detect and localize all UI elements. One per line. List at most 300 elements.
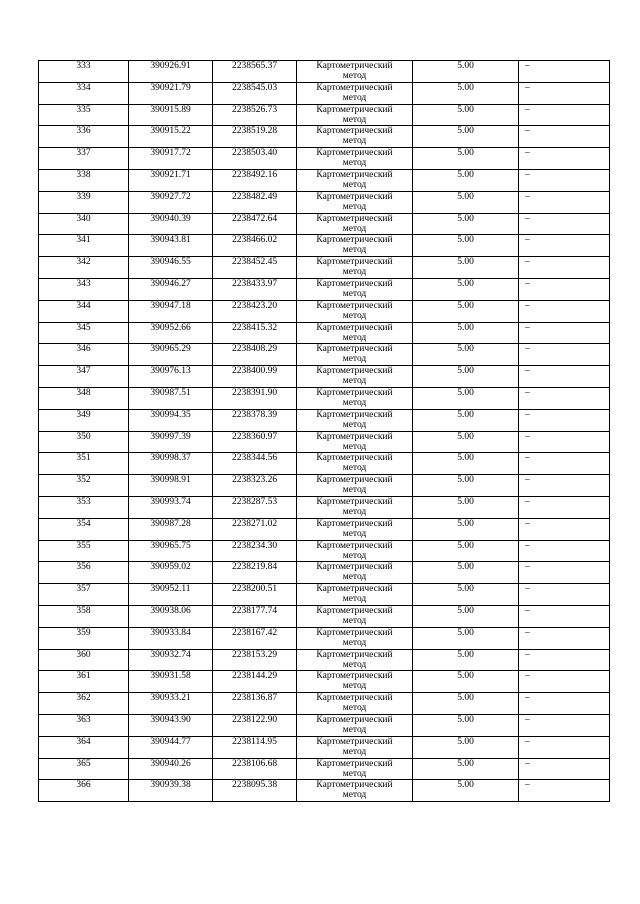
table-row [39, 148, 610, 170]
y-coordinate-cell: 2238153.29 [213, 649, 297, 671]
precision-cell: 5.00 [413, 213, 519, 235]
point-number-cell: 362 [39, 693, 129, 715]
table-row [39, 82, 610, 104]
method-line-1: Картометрический [316, 693, 393, 704]
method-cell [297, 322, 413, 344]
precision-cell: 5.00 [413, 475, 519, 497]
table-row [39, 649, 610, 671]
x-coordinate-cell: 390943.90 [129, 714, 213, 736]
point-number-cell: 343 [39, 278, 129, 300]
precision-cell: 5.00 [413, 366, 519, 388]
x-coordinate-cell: 390998.37 [129, 453, 213, 475]
method-cell [297, 714, 413, 736]
method-line-1: Картометрический [316, 627, 393, 638]
y-coordinate-cell: 2238360.97 [213, 431, 297, 453]
point-number-cell: 359 [39, 627, 129, 649]
x-coordinate-cell: 390994.35 [129, 409, 213, 431]
description-cell: – [519, 693, 610, 715]
method-line-2: метод [342, 267, 367, 278]
point-number-cell: 340 [39, 213, 129, 235]
table-row [39, 736, 610, 758]
table-row [39, 104, 610, 126]
precision-cell: 5.00 [413, 693, 519, 715]
point-number-cell: 339 [39, 191, 129, 213]
method-line-1: Картометрический [316, 584, 393, 595]
method-cell [297, 169, 413, 191]
table-row [39, 257, 610, 279]
description-cell: – [519, 475, 610, 497]
point-number-cell: 341 [39, 235, 129, 257]
description-cell: – [519, 518, 610, 540]
method-line-1: Картометрический [316, 126, 393, 137]
method-line-2: метод [342, 245, 367, 256]
x-coordinate-cell: 390965.29 [129, 344, 213, 366]
precision-cell: 5.00 [413, 61, 519, 83]
description-cell: – [519, 148, 610, 170]
method-line-1: Картометрический [316, 736, 393, 747]
table-row [39, 278, 610, 300]
x-coordinate-cell: 390976.13 [129, 366, 213, 388]
description-cell: – [519, 126, 610, 148]
method-line-2: метод [342, 288, 367, 299]
method-cell [297, 257, 413, 279]
x-coordinate-cell: 390940.26 [129, 758, 213, 780]
y-coordinate-cell: 2238423.20 [213, 300, 297, 322]
precision-cell: 5.00 [413, 126, 519, 148]
x-coordinate-cell: 390933.84 [129, 627, 213, 649]
method-line-1: Картометрический [316, 780, 393, 791]
description-cell: – [519, 387, 610, 409]
y-coordinate-cell: 2238136.87 [213, 693, 297, 715]
x-coordinate-cell: 390939.38 [129, 780, 213, 802]
point-number-cell: 349 [39, 409, 129, 431]
point-number-cell: 334 [39, 82, 129, 104]
y-coordinate-cell: 2238219.84 [213, 562, 297, 584]
method-line-1: Картометрический [316, 61, 393, 71]
point-number-cell: 348 [39, 387, 129, 409]
precision-cell: 5.00 [413, 235, 519, 257]
method-line-1: Картометрический [316, 758, 393, 769]
table-row [39, 714, 610, 736]
table-row [39, 344, 610, 366]
precision-cell: 5.00 [413, 148, 519, 170]
table-row [39, 191, 610, 213]
method-line-1: Картометрический [316, 300, 393, 311]
x-coordinate-cell: 390940.39 [129, 213, 213, 235]
point-number-cell: 333 [39, 61, 129, 83]
precision-cell: 5.00 [413, 649, 519, 671]
description-cell: – [519, 322, 610, 344]
table-row [39, 300, 610, 322]
method-line-2: метод [342, 572, 367, 583]
description-cell: – [519, 453, 610, 475]
method-cell [297, 518, 413, 540]
table-row [39, 126, 610, 148]
y-coordinate-cell: 2238472.64 [213, 213, 297, 235]
method-line-1: Картометрический [316, 649, 393, 660]
method-cell [297, 431, 413, 453]
y-coordinate-cell: 2238452.45 [213, 257, 297, 279]
table-row [39, 627, 610, 649]
precision-cell: 5.00 [413, 169, 519, 191]
description-cell: – [519, 496, 610, 518]
method-line-1: Картометрический [316, 278, 393, 289]
table-row [39, 758, 610, 780]
x-coordinate-cell: 390933.21 [129, 693, 213, 715]
method-line-2: метод [342, 179, 367, 190]
method-cell [297, 605, 413, 627]
precision-cell: 5.00 [413, 758, 519, 780]
description-cell: – [519, 562, 610, 584]
method-cell [297, 562, 413, 584]
precision-cell: 5.00 [413, 540, 519, 562]
method-line-1: Картометрический [316, 169, 393, 180]
method-line-2: метод [342, 310, 367, 321]
point-number-cell: 358 [39, 605, 129, 627]
method-line-2: метод [342, 637, 367, 648]
description-cell: – [519, 191, 610, 213]
description-cell: – [519, 366, 610, 388]
table-row [39, 431, 610, 453]
method-line-1: Картометрический [316, 605, 393, 616]
x-coordinate-cell: 390987.28 [129, 518, 213, 540]
method-line-2: метод [342, 71, 367, 81]
method-line-2: метод [342, 790, 367, 801]
table-row [39, 671, 610, 693]
y-coordinate-cell: 2238095.38 [213, 780, 297, 802]
method-cell [297, 409, 413, 431]
method-line-2: метод [342, 724, 367, 735]
table-row [39, 496, 610, 518]
x-coordinate-cell: 390921.79 [129, 82, 213, 104]
x-coordinate-cell: 390946.55 [129, 257, 213, 279]
precision-cell: 5.00 [413, 409, 519, 431]
method-line-2: метод [342, 397, 367, 408]
method-cell [297, 780, 413, 802]
description-cell: – [519, 169, 610, 191]
precision-cell: 5.00 [413, 736, 519, 758]
point-number-cell: 347 [39, 366, 129, 388]
x-coordinate-cell: 390915.22 [129, 126, 213, 148]
description-cell: – [519, 257, 610, 279]
precision-cell: 5.00 [413, 431, 519, 453]
point-number-cell: 363 [39, 714, 129, 736]
precision-cell: 5.00 [413, 562, 519, 584]
point-number-cell: 344 [39, 300, 129, 322]
x-coordinate-cell: 390952.66 [129, 322, 213, 344]
method-cell [297, 475, 413, 497]
y-coordinate-cell: 2238114.95 [213, 736, 297, 758]
table-row [39, 584, 610, 606]
point-number-cell: 351 [39, 453, 129, 475]
method-line-1: Картометрический [316, 431, 393, 442]
method-cell [297, 387, 413, 409]
method-cell [297, 540, 413, 562]
y-coordinate-cell: 2238466.02 [213, 235, 297, 257]
point-number-cell: 342 [39, 257, 129, 279]
method-line-2: метод [342, 594, 367, 605]
x-coordinate-cell: 390915.89 [129, 104, 213, 126]
table-row [39, 693, 610, 715]
method-line-2: метод [342, 354, 367, 365]
precision-cell: 5.00 [413, 104, 519, 126]
precision-cell: 5.00 [413, 82, 519, 104]
method-line-1: Картометрический [316, 387, 393, 398]
method-line-1: Картометрический [316, 714, 393, 725]
method-line-2: метод [342, 463, 367, 474]
method-line-1: Картометрический [316, 366, 393, 377]
precision-cell: 5.00 [413, 627, 519, 649]
coordinates-table [38, 60, 610, 802]
description-cell: – [519, 213, 610, 235]
method-line-2: метод [342, 550, 367, 561]
method-line-1: Картометрический [316, 213, 393, 224]
description-cell: – [519, 714, 610, 736]
method-cell [297, 736, 413, 758]
point-number-cell: 365 [39, 758, 129, 780]
description-cell: – [519, 584, 610, 606]
method-line-2: метод [342, 332, 367, 343]
x-coordinate-cell: 390931.58 [129, 671, 213, 693]
method-cell [297, 496, 413, 518]
precision-cell: 5.00 [413, 344, 519, 366]
y-coordinate-cell: 2238415.32 [213, 322, 297, 344]
precision-cell: 5.00 [413, 387, 519, 409]
description-cell: – [519, 409, 610, 431]
method-line-1: Картометрический [316, 148, 393, 159]
precision-cell: 5.00 [413, 322, 519, 344]
method-cell [297, 61, 413, 83]
method-line-2: метод [342, 201, 367, 212]
precision-cell: 5.00 [413, 605, 519, 627]
x-coordinate-cell: 390959.02 [129, 562, 213, 584]
method-line-1: Картометрический [316, 257, 393, 268]
method-cell [297, 278, 413, 300]
method-cell [297, 191, 413, 213]
precision-cell: 5.00 [413, 496, 519, 518]
table-row [39, 605, 610, 627]
method-cell [297, 627, 413, 649]
description-cell: – [519, 758, 610, 780]
method-line-2: метод [342, 223, 367, 234]
table-row [39, 780, 610, 802]
y-coordinate-cell: 2238400.99 [213, 366, 297, 388]
method-cell [297, 366, 413, 388]
method-line-2: метод [342, 768, 367, 779]
point-number-cell: 350 [39, 431, 129, 453]
precision-cell: 5.00 [413, 671, 519, 693]
point-number-cell: 338 [39, 169, 129, 191]
description-cell: – [519, 649, 610, 671]
description-cell: – [519, 61, 610, 83]
method-cell [297, 235, 413, 257]
method-cell [297, 104, 413, 126]
method-line-2: метод [342, 376, 367, 387]
precision-cell: 5.00 [413, 780, 519, 802]
method-line-1: Картометрический [316, 518, 393, 529]
y-coordinate-cell: 2238433.97 [213, 278, 297, 300]
x-coordinate-cell: 390993.74 [129, 496, 213, 518]
description-cell: – [519, 82, 610, 104]
y-coordinate-cell: 2238287.53 [213, 496, 297, 518]
coordinates-table-body [39, 61, 610, 802]
point-number-cell: 354 [39, 518, 129, 540]
method-line-1: Картометрический [316, 235, 393, 246]
method-line-1: Картометрический [316, 475, 393, 486]
table-row [39, 387, 610, 409]
description-cell: – [519, 278, 610, 300]
y-coordinate-cell: 2238482.49 [213, 191, 297, 213]
x-coordinate-cell: 390946.27 [129, 278, 213, 300]
x-coordinate-cell: 390917.72 [129, 148, 213, 170]
point-number-cell: 352 [39, 475, 129, 497]
method-line-2: метод [342, 158, 367, 169]
description-cell: – [519, 671, 610, 693]
y-coordinate-cell: 2238122.90 [213, 714, 297, 736]
point-number-cell: 355 [39, 540, 129, 562]
point-number-cell: 336 [39, 126, 129, 148]
precision-cell: 5.00 [413, 257, 519, 279]
point-number-cell: 353 [39, 496, 129, 518]
precision-cell: 5.00 [413, 278, 519, 300]
description-cell: – [519, 780, 610, 802]
y-coordinate-cell: 2238200.51 [213, 584, 297, 606]
table-row [39, 213, 610, 235]
precision-cell: 5.00 [413, 714, 519, 736]
y-coordinate-cell: 2238526.73 [213, 104, 297, 126]
x-coordinate-cell: 390927.72 [129, 191, 213, 213]
method-line-1: Картометрический [316, 104, 393, 115]
precision-cell: 5.00 [413, 191, 519, 213]
method-line-1: Картометрический [316, 409, 393, 420]
method-line-2: метод [342, 681, 367, 692]
method-line-2: метод [342, 114, 367, 125]
point-number-cell: 345 [39, 322, 129, 344]
method-line-2: метод [342, 659, 367, 670]
x-coordinate-cell: 390987.51 [129, 387, 213, 409]
x-coordinate-cell: 390938.06 [129, 605, 213, 627]
y-coordinate-cell: 2238144.29 [213, 671, 297, 693]
y-coordinate-cell: 2238565.37 [213, 61, 297, 83]
method-line-2: метод [342, 419, 367, 430]
y-coordinate-cell: 2238378.39 [213, 409, 297, 431]
x-coordinate-cell: 390944.77 [129, 736, 213, 758]
y-coordinate-cell: 2238545.03 [213, 82, 297, 104]
table-row [39, 61, 610, 83]
point-number-cell: 366 [39, 780, 129, 802]
y-coordinate-cell: 2238177.74 [213, 605, 297, 627]
point-number-cell: 356 [39, 562, 129, 584]
point-number-cell: 361 [39, 671, 129, 693]
method-line-2: метод [342, 506, 367, 517]
x-coordinate-cell: 390965.75 [129, 540, 213, 562]
method-cell [297, 344, 413, 366]
method-line-1: Картометрический [316, 496, 393, 507]
precision-cell: 5.00 [413, 518, 519, 540]
method-cell [297, 300, 413, 322]
method-line-2: метод [342, 703, 367, 714]
description-cell: – [519, 344, 610, 366]
method-line-1: Картометрический [316, 344, 393, 355]
method-line-2: метод [342, 441, 367, 452]
method-cell [297, 126, 413, 148]
description-cell: – [519, 627, 610, 649]
point-number-cell: 335 [39, 104, 129, 126]
method-cell [297, 649, 413, 671]
x-coordinate-cell: 390998.91 [129, 475, 213, 497]
method-line-1: Картометрический [316, 191, 393, 202]
point-number-cell: 357 [39, 584, 129, 606]
description-cell: – [519, 736, 610, 758]
description-cell: – [519, 431, 610, 453]
table-row [39, 366, 610, 388]
description-cell: – [519, 104, 610, 126]
x-coordinate-cell: 390947.18 [129, 300, 213, 322]
method-cell [297, 213, 413, 235]
method-line-2: метод [342, 615, 367, 626]
table-row [39, 409, 610, 431]
method-cell [297, 758, 413, 780]
table-row [39, 540, 610, 562]
point-number-cell: 364 [39, 736, 129, 758]
y-coordinate-cell: 2238167.42 [213, 627, 297, 649]
x-coordinate-cell: 390952.11 [129, 584, 213, 606]
table-row [39, 235, 610, 257]
y-coordinate-cell: 2238391.90 [213, 387, 297, 409]
y-coordinate-cell: 2238503.40 [213, 148, 297, 170]
y-coordinate-cell: 2238234.30 [213, 540, 297, 562]
point-number-cell: 337 [39, 148, 129, 170]
precision-cell: 5.00 [413, 584, 519, 606]
x-coordinate-cell: 390926.91 [129, 61, 213, 83]
y-coordinate-cell: 2238519.28 [213, 126, 297, 148]
y-coordinate-cell: 2238271.02 [213, 518, 297, 540]
precision-cell: 5.00 [413, 300, 519, 322]
table-row [39, 518, 610, 540]
method-line-2: метод [342, 746, 367, 757]
x-coordinate-cell: 390921.71 [129, 169, 213, 191]
precision-cell: 5.00 [413, 453, 519, 475]
method-line-2: метод [342, 136, 367, 147]
method-line-2: метод [342, 92, 367, 103]
method-line-1: Картометрический [316, 82, 393, 93]
y-coordinate-cell: 2238323.26 [213, 475, 297, 497]
description-cell: – [519, 540, 610, 562]
table-row [39, 562, 610, 584]
y-coordinate-cell: 2238344.56 [213, 453, 297, 475]
description-cell: – [519, 300, 610, 322]
y-coordinate-cell: 2238492.16 [213, 169, 297, 191]
x-coordinate-cell: 390943.81 [129, 235, 213, 257]
method-cell [297, 82, 413, 104]
method-line-2: метод [342, 485, 367, 496]
table-row [39, 453, 610, 475]
method-cell [297, 584, 413, 606]
point-number-cell: 346 [39, 344, 129, 366]
method-line-1: Картометрический [316, 453, 393, 464]
method-cell [297, 453, 413, 475]
method-cell [297, 671, 413, 693]
method-line-1: Картометрический [316, 540, 393, 551]
x-coordinate-cell: 390932.74 [129, 649, 213, 671]
description-cell: – [519, 605, 610, 627]
table-row [39, 322, 610, 344]
x-coordinate-cell: 390997.39 [129, 431, 213, 453]
description-cell: – [519, 235, 610, 257]
method-line-1: Картометрический [316, 671, 393, 682]
method-cell [297, 693, 413, 715]
y-coordinate-cell: 2238408.29 [213, 344, 297, 366]
